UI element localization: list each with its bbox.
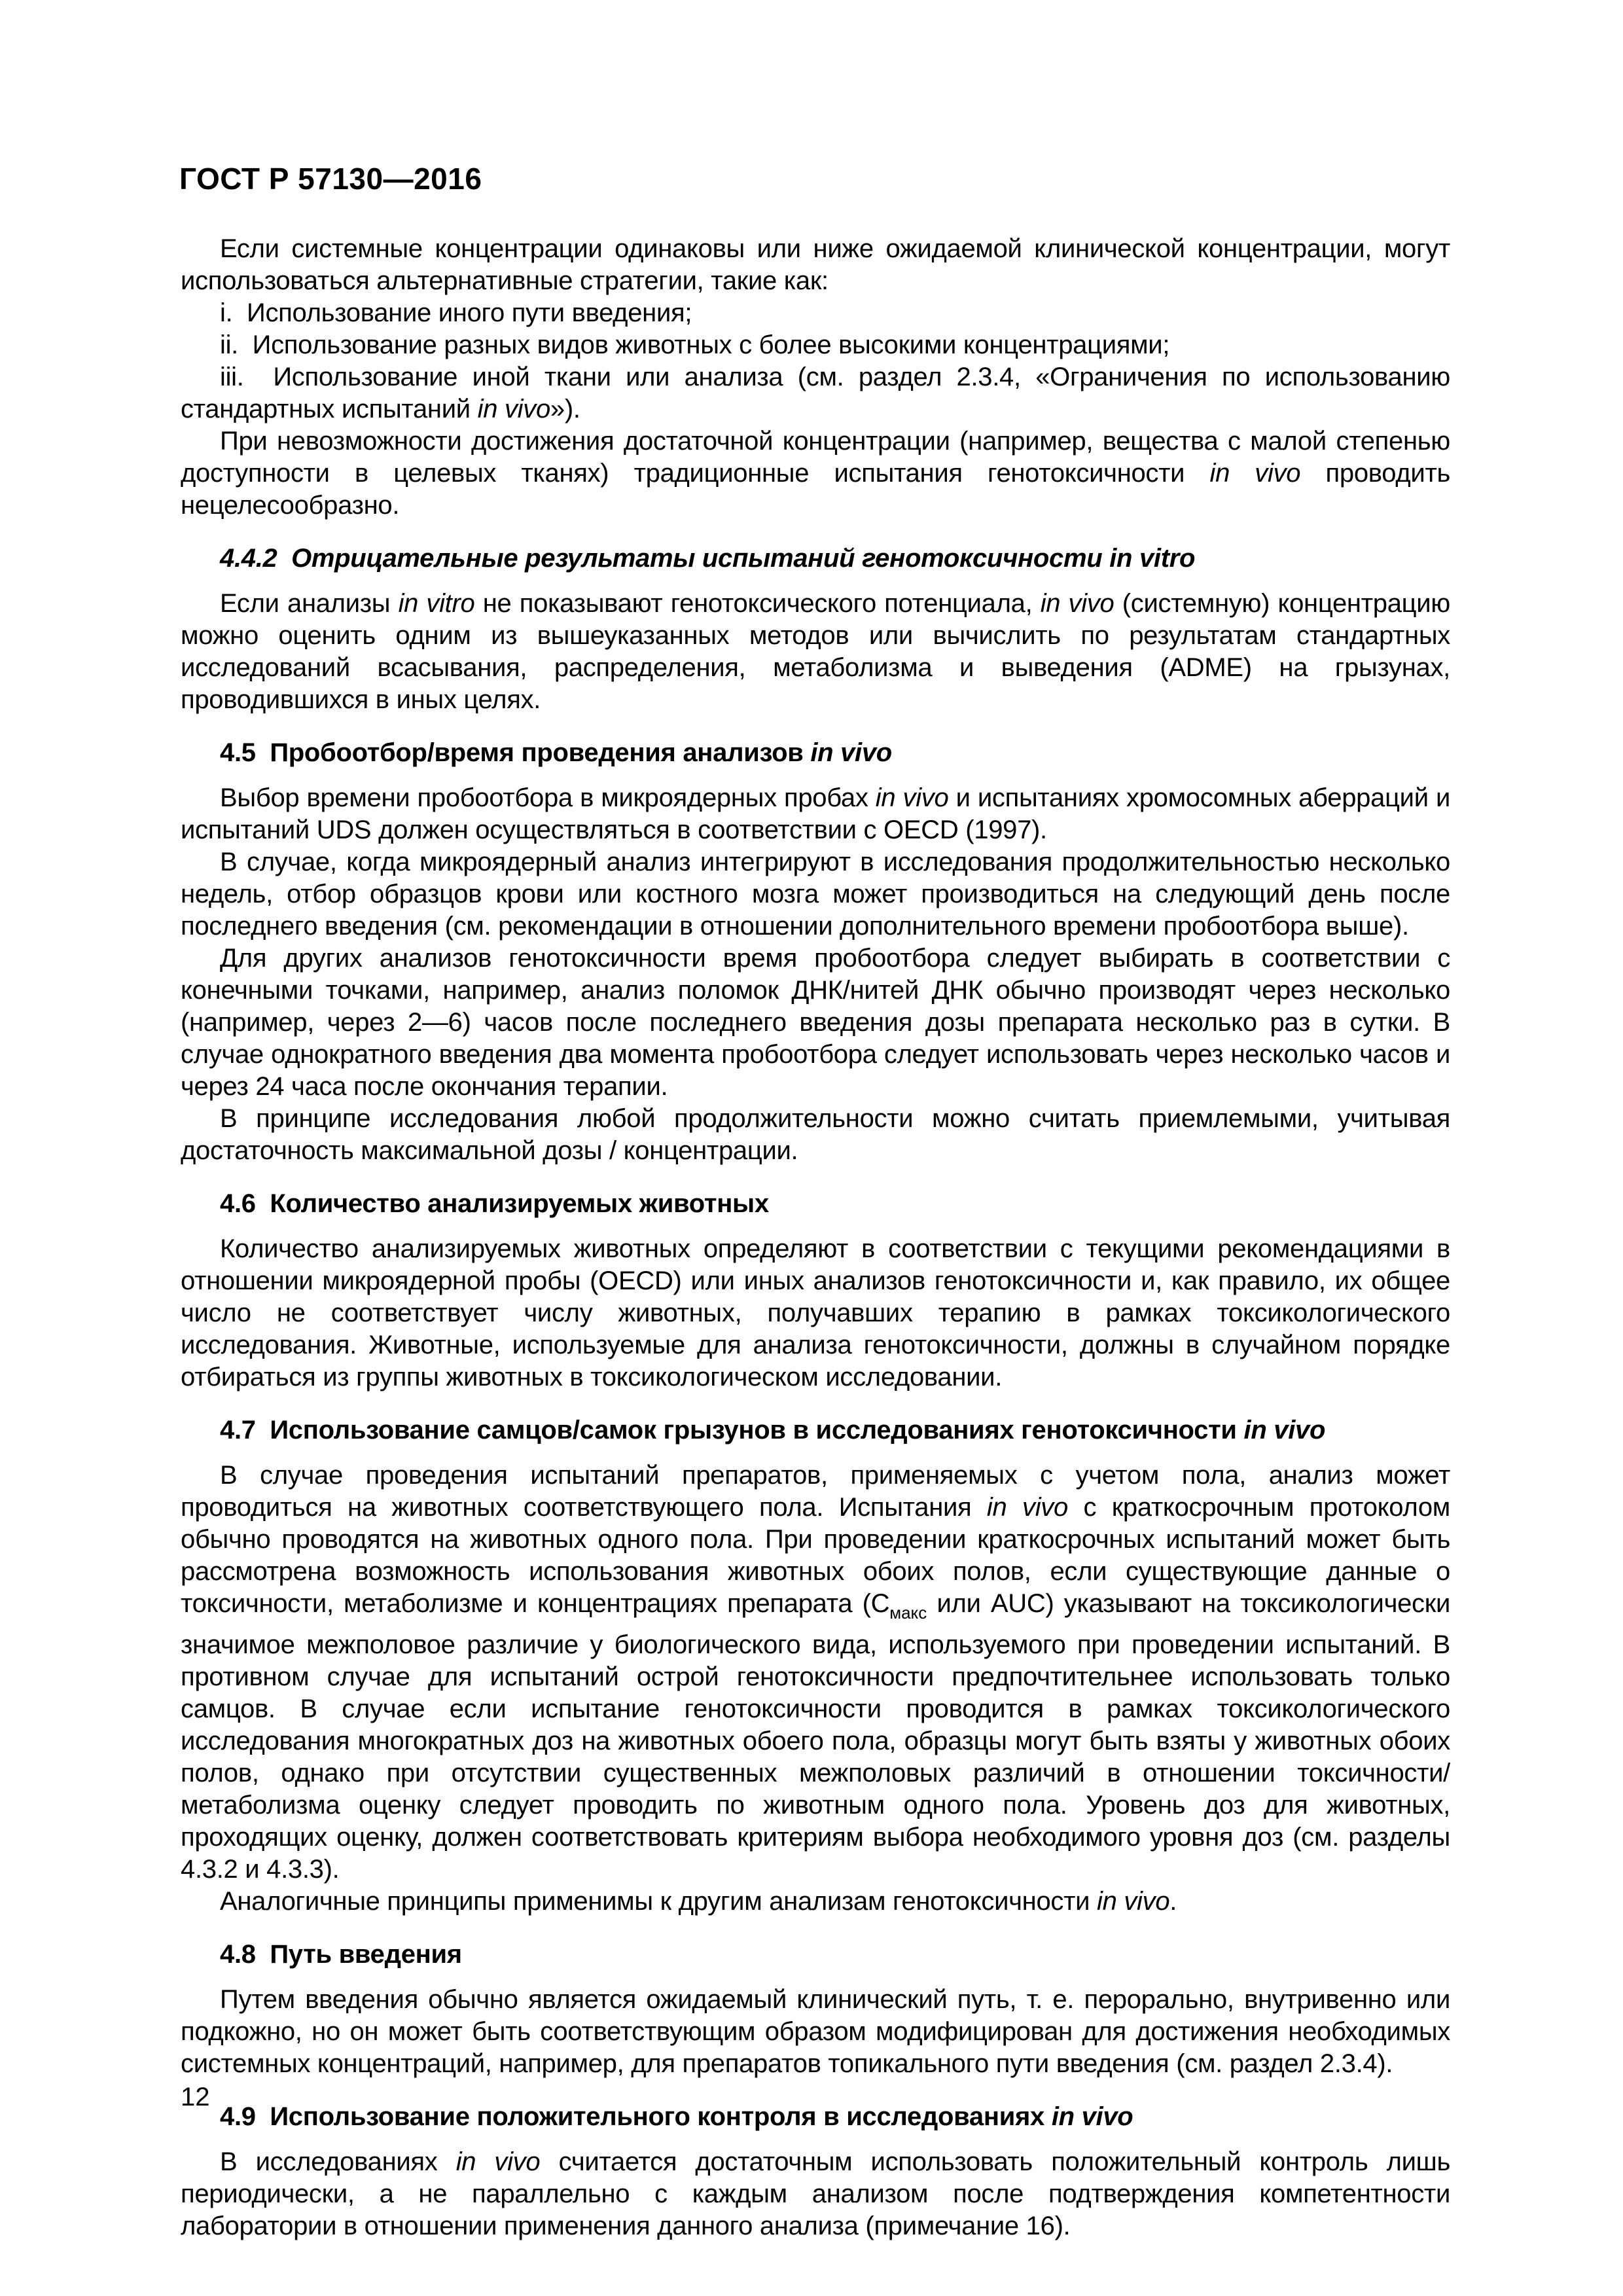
text-run: В случае проведения испытаний препаратов, применяемых с учетом пола, анализ может проводиться на животных соответствующего пола. Испытания bbox=[181, 1461, 1450, 1522]
text-run: in vivo bbox=[1209, 459, 1301, 488]
list-item bbox=[181, 297, 1450, 329]
text-run: с краткосрочным протоколом обычно проводятся на животных одного пола. При проведении краткосрочных испытаний может быть рассмотрена возможность использования животных обоих полов, если существующие данные о токсичности, метаболизме и концентрациях препарата (С bbox=[181, 1493, 1450, 1618]
section-heading bbox=[181, 1414, 1450, 1446]
text-run: in vivo bbox=[810, 738, 892, 767]
paragraph bbox=[181, 588, 1450, 716]
text-run: in vivo bbox=[477, 395, 550, 423]
text-run: ii. Использование разных видов животных с более высокими концентрациями; bbox=[220, 331, 1170, 359]
paragraph bbox=[181, 233, 1450, 297]
text-run: считается достаточным использовать положительный контроль лишь периодически, а не параллельно с каждым анализом после подтверждения компетентности лаборатории в отношении применения данного анализа (примечание 16). bbox=[181, 2147, 1450, 2240]
paragraph bbox=[181, 2146, 1450, 2242]
paragraph bbox=[181, 1984, 1450, 2080]
text-run: Аналогичные принципы применимы к другим анализам генотоксичности bbox=[220, 1887, 1097, 1916]
text-run: 4.8 Путь введения bbox=[220, 1940, 462, 1969]
text-run: В случае, когда микроядерный анализ интегрируют в исследования продолжительностью несколько недель, отбор образцов крови или костного мозга может производиться на следующий день после последнего введения (см. рекомендации в отношении дополнительного времени пробоотбора выше). bbox=[181, 848, 1450, 941]
text-run: Путем введения обычно является ожидаемый клинический путь, т. е. перорально, внутривенно или подкожно, но он может быть соответствующим образом модифицирован для достижения необходимых системных концентраций, например, для препаратов топикального пути введения (см. раздел 2.3.4). bbox=[181, 1985, 1450, 2078]
text-run: Если системные концентрации одинаковы или ниже ожидаемой клинической концентрации, могут использоваться альтернативные стратегии, такие как: bbox=[181, 234, 1450, 295]
paragraph bbox=[181, 1103, 1450, 1167]
text-run: in vivo bbox=[1040, 589, 1115, 618]
text-run: 4.6 Количество анализируемых животных bbox=[220, 1189, 769, 1218]
text-run: не показывают генотоксического потенциала, bbox=[474, 589, 1041, 618]
paragraph bbox=[181, 1233, 1450, 1393]
text-run: in vitro bbox=[398, 589, 475, 618]
list-item bbox=[181, 361, 1450, 425]
paragraph bbox=[181, 1886, 1450, 1918]
text-run: in vivo bbox=[455, 2147, 541, 2176]
text-run: in vivo bbox=[1051, 2102, 1133, 2131]
page-number: 12 bbox=[181, 2083, 210, 2111]
section-heading bbox=[181, 737, 1450, 769]
text-run: (системную) концентрацию можно оценить одним из вышеуказанных методов или вычислить по результатам стандартных исследований всасывания, распределения, метаболизма и выведения (ADME) на грызунах, проводившихся в иных целях. bbox=[181, 589, 1450, 714]
text-run: макс bbox=[889, 1603, 927, 1623]
document-body bbox=[181, 233, 1450, 2242]
text-run: Выбор времени пробоотбора в микроядерных пробах bbox=[220, 783, 876, 812]
paragraph bbox=[181, 846, 1450, 942]
text-run: Для других анализов генотоксичности время пробоотбора следует выбирать в соответствии с конечными точками, например, анализ поломок ДНК/нитей ДНК обычно производят через несколько (например, через 2—6) часов после последнего введения дозы препарата несколько раз в сутки. В случае однократного введения два момента пробоотбора следует использовать через несколько часов и через 24 часа после окончания терапии. bbox=[181, 944, 1450, 1101]
paragraph bbox=[181, 1460, 1450, 1886]
text-run: 4.9 Использование положительного контроля в исследованиях bbox=[220, 2102, 1052, 2131]
text-run: Количество анализируемых животных определяют в соответствии с текущими рекомендациями в отношении микроядерной пробы (OECD) или иных анализов генотоксичности и, как правило, их общее число не соответствует числу животных, получавших терапию в рамках токсикологического исследования. Животные, используемые для анализа генотоксичности, должны в случайном порядке отбираться из группы животных в токсикологическом исследовании. bbox=[181, 1234, 1450, 1391]
text-run: . bbox=[1169, 1887, 1177, 1916]
section-heading bbox=[181, 1188, 1450, 1220]
section-heading bbox=[181, 1939, 1450, 1971]
text-run: in vivo bbox=[1243, 1416, 1326, 1444]
text-run: В принципе исследования любой продолжительности можно считать приемлемыми, учитывая достаточность максимальной дозы / концентрации. bbox=[181, 1104, 1450, 1165]
text-run: 4.7 Использование самцов/самок грызунов в исследованиях генотоксичности bbox=[220, 1416, 1244, 1444]
text-run: in vivo bbox=[986, 1493, 1068, 1522]
text-run: В исследованиях bbox=[220, 2147, 456, 2176]
text-run: in vivo bbox=[875, 783, 949, 812]
text-run: 4.5 Пробоотбор/время проведения анализов bbox=[220, 738, 811, 767]
text-run: проводить нецелесообразно. bbox=[181, 459, 1451, 520]
text-run: i. Использование иного пути введения; bbox=[220, 298, 692, 327]
subsection-heading bbox=[181, 543, 1450, 575]
paragraph bbox=[181, 942, 1450, 1103]
text-run: При невозможности достижения достаточной концентрации (например, вещества с малой степенью доступности в целевых тканях) традиционные испытания генотоксичности bbox=[181, 427, 1450, 488]
text-run: Если анализы bbox=[220, 589, 399, 618]
text-run: »). bbox=[550, 395, 580, 423]
section-heading bbox=[181, 2101, 1450, 2133]
text-run: in vivo bbox=[1096, 1887, 1170, 1916]
text-run: 4.4.2 Отрицательные результаты испытаний генотоксичности in vitro bbox=[220, 544, 1196, 573]
text-run: или AUC) указывают на токсикологически значимое межполовое различие у биологического вида, используемого при проведении испытаний. В противном случае для испытаний острой генотоксичности предпочтительнее использовать только самцов. В случае если испытание генотоксичности проводится в рамках токсикологического исследования многократных доз на животных обоего пола, образцы могут быть взяты у животных обоих полов, однако при отсутствии существенных межполовых различий в отношении токсичности/метаболизма оценку следует проводить по животным одного пола. Уровень доз для животных, проходящих оценку, должен соответствовать критериям выбора необходимого уровня доз (см. разделы 4.3.2 и 4.3.3). bbox=[181, 1589, 1450, 1884]
paragraph bbox=[181, 782, 1450, 846]
paragraph bbox=[181, 425, 1450, 522]
text-run: iii. Использование иной ткани или анализа (см. раздел 2.3.4, «Ограничения по использованию стандартных испытаний bbox=[181, 363, 1450, 423]
doc-number: ГОСТ Р 57130—2016 bbox=[179, 162, 482, 196]
list-item bbox=[181, 329, 1450, 361]
text-run: и испытаниях хромосомных аберраций и испытаний UDS должен осуществляться в соответствии с OECD (1997). bbox=[181, 783, 1451, 844]
